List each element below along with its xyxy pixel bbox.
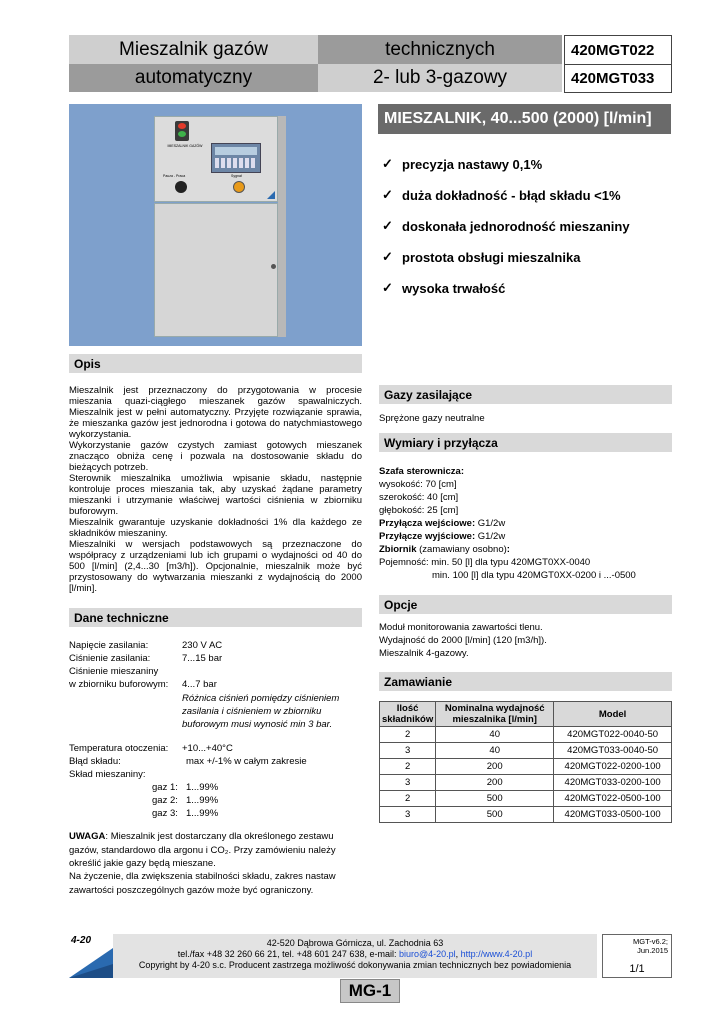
wymiary-zbiornik-colon: :	[506, 544, 510, 555]
wymiary-zbiornik-value: (zamawiany osobno)	[416, 544, 507, 555]
cell-model: 420MGT022-0500-100	[554, 791, 672, 807]
wymiary-wejscie	[379, 518, 505, 529]
cell-wydajnosc: 500	[436, 791, 554, 807]
cell-ilosc: 3	[380, 743, 436, 759]
logo-text: 4-20	[71, 935, 92, 946]
footer-version: MGT-v6.2;	[632, 937, 668, 946]
uwaga-text	[69, 830, 359, 871]
company-logo	[69, 934, 113, 978]
uwaga-label: UWAGA	[69, 831, 106, 842]
opcje-item: Mieszalnik 4-gazowy.	[379, 648, 469, 659]
feature-item	[382, 249, 580, 265]
photo-label-right: Sygnał	[231, 174, 242, 178]
product-title: MIESZALNIK, 40...500 (2000) [l/min]	[378, 104, 671, 134]
section-zamawianie-header: Zamawianie	[379, 672, 672, 691]
feature-label: precyzja nastawy 0,1%	[402, 156, 543, 172]
feature-item	[382, 187, 621, 203]
photo-label-left: Pauza - Praca	[163, 174, 186, 178]
feature-label: doskonała jednorodność mieszaniny	[402, 218, 630, 234]
opcje-item: Wydajność do 2000 [l/min] (120 [m3/h]).	[379, 635, 547, 646]
dane-temp-value: +10...+40°C	[182, 743, 233, 754]
footer-email-link[interactable]: biuro@4-20.pl	[398, 949, 456, 959]
cell-ilosc: 3	[380, 807, 436, 823]
col-model: Model	[554, 702, 672, 727]
controller-panel	[211, 143, 261, 173]
feature-item	[382, 280, 505, 296]
wymiary-wejscie-label: Przyłącza wejściowe:	[379, 518, 476, 529]
feature-item	[382, 218, 630, 234]
order-table-header	[380, 702, 672, 727]
wymiary-wyjscie-label: Przyłącze wyjściowe:	[379, 531, 476, 542]
dane-note: Różnica ciśnień pomiędzy ciśnieniem zasilania i ciśnieniem w zbiorniku buforowym musi wynosić min 3 bar.	[182, 693, 340, 730]
header-title-mid-2: 2- lub 3-gazowy	[318, 64, 562, 92]
dane-cisnienie-value: 7...15 bar	[182, 653, 223, 664]
cell-ilosc: 2	[380, 759, 436, 775]
header-title-left-1: Mieszalnik gazów	[69, 35, 318, 64]
opis-text: Mieszalnik jest przeznaczony do przygotowania w procesie mieszania quazi-ciągłego mieszanek gazów spawalniczych. Mieszalnik jest w pełni automatyczny. Przyjęte rozwiązanie sprawia, że mieszanka gazów jest jednorodna i gotowa do natychmiastowego wykorzystania. Wykorzystanie gazów czystych zamiast gotowych mieszanek znacząco obniża cenę i pozwala na dostosowanie składu do bieżących potrzeb. Sterownik mieszalnika umożliwia wpisanie składu, następnie kontroluje proces mieszania tak, aby uzyskać żądane parametry mieszanki i utrzymanie właściwej wartości ciśnienia w zbiorniku buforowym. Mieszalnik gwarantuje uzyskanie dokładności 1% dla każdego ze składników mieszaniny. Mieszalniki w wersjach podstawowych są przeznaczone do współpracy z urządzeniami lub ich grupami o wydajności od 40 do 500 [l/min] (2,4...30 [m3/h]). Opcjonalnie, mieszalnik może być przystosowany do wytwarzania mieszanki z wydajnością do 2000 [l/min].	[69, 385, 362, 594]
wymiary-szerokosc: szerokość: 40 [cm]	[379, 492, 459, 503]
section-dane-header: Dane techniczne	[69, 608, 362, 627]
dane-gaz-3-value: 1...99%	[186, 808, 219, 819]
section-opcje-header: Opcje	[379, 595, 672, 614]
dane-blad-label: Błąd składu:	[69, 756, 121, 767]
dane-gaz-3-label: gaz 3:	[152, 808, 178, 819]
wymiary-pojemnosc-1: Pojemność: min. 50 [l] dla typu 420MGT0XX-0040	[379, 557, 591, 568]
check-icon: ✓	[382, 280, 393, 295]
cabinet-side	[278, 116, 286, 337]
cell-model: 420MGT033-0500-100	[554, 807, 672, 823]
cell-wydajnosc: 200	[436, 759, 554, 775]
col-ilosc: Ilość składników	[380, 702, 436, 727]
dane-gaz-2-value: 1...99%	[186, 795, 219, 806]
cell-model: 420MGT033-0040-50	[554, 743, 672, 759]
cell-wydajnosc: 40	[436, 727, 554, 743]
table-row	[380, 759, 672, 775]
page-code: MG-1	[340, 979, 400, 1003]
wymiary-wejscie-value: G1/2w	[475, 518, 506, 529]
section-wymiary-header: Wymiary i przyłącza	[379, 433, 672, 452]
wymiary-pojemnosc-2: min. 100 [l] dla typu 420MGT0XX-0200 i ...-0500	[432, 570, 636, 581]
section-opis-header: Opis	[69, 354, 362, 373]
status-lamp-icon	[175, 121, 189, 141]
table-row	[380, 727, 672, 743]
dane-cis-mieszaniny-value: 4...7 bar	[182, 679, 217, 690]
dane-gaz-1-label: gaz 1:	[152, 782, 178, 793]
table-row	[380, 775, 672, 791]
zyczenie-text: Na życzenie, dla zwiększenia stabilności składu, zakres nastaw zawartości poszczególnych gazów może być ograniczony.	[69, 871, 336, 896]
footer-version-box	[602, 934, 672, 978]
section-gazy-header: Gazy zasilające	[379, 385, 672, 404]
cabinet-upper-door	[154, 116, 278, 202]
header-title-left-2: automatyczny	[69, 64, 318, 92]
dane-napiecie-value: 230 V AC	[182, 640, 223, 651]
cell-ilosc: 2	[380, 791, 436, 807]
knob-icon	[175, 181, 187, 193]
dane-cis-mieszaniny-label-2: w zbiorniku buforowym:	[69, 679, 169, 690]
check-icon: ✓	[382, 249, 393, 264]
gazy-text: Sprężone gazy neutralne	[379, 413, 485, 424]
order-table	[379, 701, 672, 823]
cell-model: 420MGT022-0040-50	[554, 727, 672, 743]
wymiary-zbiornik	[379, 544, 510, 555]
opcje-item: Moduł monitorowania zawartości tlenu.	[379, 622, 543, 633]
door-lock-icon	[271, 264, 276, 269]
footer-contact-prefix: tel./fax +48 32 260 66 21, tel. +48 601 247 638, e-mail:	[177, 949, 399, 959]
cell-wydajnosc: 40	[436, 743, 554, 759]
table-row	[380, 807, 672, 823]
footer-contact	[113, 949, 597, 960]
dane-gaz-1-value: 1...99%	[186, 782, 219, 793]
check-icon: ✓	[382, 218, 393, 233]
dane-cis-mieszaniny-label-1: Ciśnienie mieszaniny	[69, 666, 159, 677]
footer-copyright: Copyright by 4-20 s.c. Producent zastrzega możliwość dokonywania zmian technicznych bez powiadomienia	[138, 960, 572, 970]
wymiary-szafa: Szafa sterownicza:	[379, 466, 464, 477]
table-row	[380, 791, 672, 807]
feature-label: wysoka trwałość	[402, 280, 506, 296]
dane-cisnienie-label: Ciśnienie zasilania:	[69, 653, 151, 664]
wymiary-wyjscie	[379, 531, 505, 542]
cell-model: 420MGT033-0200-100	[554, 775, 672, 791]
wymiary-zbiornik-label: Zbiornik	[379, 544, 417, 555]
check-icon: ✓	[382, 156, 393, 171]
signal-lamp-icon	[233, 181, 245, 193]
footer-address: 42-520 Dąbrowa Górnicza, ul. Zachodnia 63	[266, 938, 444, 948]
table-row	[380, 743, 672, 759]
dane-blad-value: max +/-1% w całym zakresie	[186, 756, 307, 767]
col-wydajnosc: Nominalna wydajność mieszalnika [l/min]	[436, 702, 554, 727]
cell-model: 420MGT022-0200-100	[554, 759, 672, 775]
photo-label-top: MIESZALNIK GAZÓW	[167, 144, 203, 148]
wymiary-wysokosc: wysokość: 70 [cm]	[379, 479, 457, 490]
footer-info	[113, 934, 597, 978]
dane-gaz-2-label: gaz 2:	[152, 795, 178, 806]
wymiary-wyjscie-value: G1/2w	[475, 531, 506, 542]
header-title-mid-1: technicznych	[318, 35, 562, 64]
cell-wydajnosc: 500	[436, 807, 554, 823]
dane-napiecie-label: Napięcie zasilania:	[69, 640, 149, 651]
check-icon: ✓	[382, 187, 393, 202]
cell-wydajnosc: 200	[436, 775, 554, 791]
wymiary-glebokosc: głębokość: 25 [cm]	[379, 505, 459, 516]
footer-page: 1/1	[629, 963, 645, 975]
product-code-1: 420MGT022	[564, 35, 672, 65]
footer-contact-sep: ,	[455, 949, 461, 959]
product-code-2: 420MGT033	[564, 64, 672, 93]
feature-label: prostota obsługi mieszalnika	[402, 249, 581, 265]
dane-sklad-label: Skład mieszaniny:	[69, 769, 146, 780]
cell-ilosc: 3	[380, 775, 436, 791]
cabinet-lower-door	[154, 203, 278, 337]
feature-label: duża dokładność - błąd składu <1%	[402, 187, 621, 203]
cell-ilosc: 2	[380, 727, 436, 743]
dane-temp-label: Temperatura otoczenia:	[69, 743, 169, 754]
product-photo	[69, 104, 362, 346]
feature-item	[382, 156, 542, 172]
brand-logo-icon	[267, 191, 275, 199]
footer-date: Jun.2015	[637, 946, 668, 955]
footer-website-link[interactable]: http://www.4-20.pl	[460, 949, 533, 959]
uwaga-body: : Mieszalnik jest dostarczany dla określonego zestawu gazów, standardowo dla argonu i CO₂. Przy zamówieniu należy określić jakie gazy będą mieszane.	[69, 831, 336, 869]
